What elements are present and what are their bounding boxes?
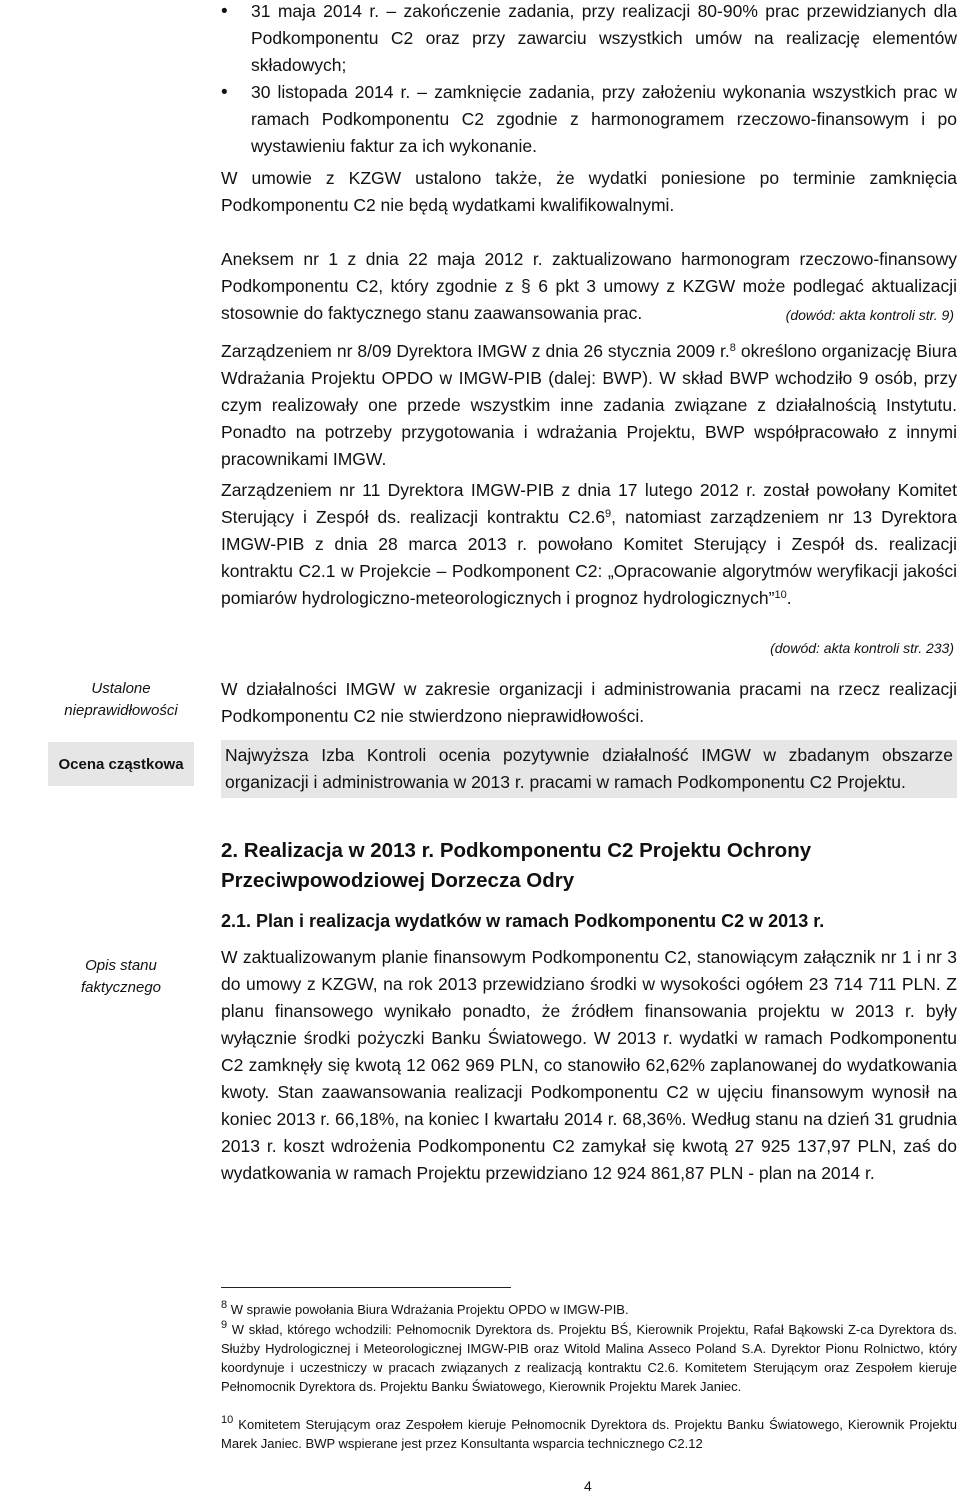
footnote-ref-10: 10	[774, 589, 787, 601]
footnote-ref-8: 8	[729, 342, 736, 354]
section-heading-2-1: 2.1. Plan i realizacja wydatków w ramach Podkomponentu C2 w 2013 r.	[221, 911, 825, 931]
bullet-text-1: 31 maja 2014 r. – zakończenie zadania, przy realizacji 80-90% prac przewidzianych dla Podkomponentu C2 oraz przy zawarciu wszystkich umów na realizację elementów składowych;	[251, 1, 957, 75]
footnote-8: $^8$ W sprawie powołania Biura Wdrażania Projektu OPDO w IMGW-PIB.	[221, 1299, 629, 1317]
section-heading-2: 2. Realizacja w 2013 r. Podkomponentu C2 Projektu Ochrony Przeciwpowodziowej Dorzecza Odry	[221, 839, 812, 892]
margin-label-facts: Opis stanu faktycznego	[80, 957, 162, 996]
paragraph-financial-plan: W zaktualizowanym planie finansowym Podkomponentu C2, stanowiącym załącznik nr 1 i nr 3 do umowy z KZGW, na rok 2013 przewidziano środki w wysokości ogółem 23 714 711 PLN. Z planu finansowego wynikało ponadto, że źródłem finansowania projektu w 2013 r. były wyłącznie środki pożyczki Banku Światowego. W 2013 r. wydatki w ramach Podkomponentu C2 zamknęły się kwotą 12 062 969 PLN, co stanowiło 62,62% zaplanowanej do wydatkowania kwoty. Stan zaawansowania realizacji Podkomponentu C2 w ujęciu finansowym wynosił na koniec 2013 r. 66,18%, na koniec I kwartału 2014 r. 68,36%. Według stanu na dzień 31 grudnia 2013 r. koszt wdrożenia Podkomponentu C2 zamykał się kwotą 27 925 137,97 PLN, zaś do wydatkowania w ramach Projektu przewidziano 12 924 861,87 PLN - plan na 2014 r.	[221, 947, 957, 1183]
paragraph-eligibility: W umowie z KZGW ustalono także, że wydatki poniesione po terminie zamknięcia Podkomponentu C2 nie będą wydatkami kwalifikowalnymi.	[221, 168, 957, 215]
assessment-box: Najwyższa Izba Kontroli ocenia pozytywnie działalność IMGW w zbadanym obszarze organizacji i administrowania w 2013 r. pracami w ramach Podkomponentu C2 Projektu.	[221, 740, 957, 798]
bullet-2: •	[221, 82, 228, 103]
bullet-text-2: 30 listopada 2014 r. – zamknięcie zadania, przy założeniu wykonania wszystkich prac w ramach Podkomponentu C2 zgodnie z harmonogramem rzeczowo-finansowym i po wystawieniu faktur za ich wykonanie.	[251, 82, 957, 156]
evidence-note-1: (dowód: akta kontroli str. 9)	[785, 307, 954, 323]
page-number: 4	[584, 1478, 592, 1494]
paragraph-no-irregularities: W działalności IMGW w zakresie organizacji i administrowania pracami na rzecz realizacji Podkomponentu C2 nie stwierdzono nieprawidłowości.	[221, 679, 957, 726]
footnote-separator	[221, 1287, 511, 1288]
bullet-1: •	[221, 1, 228, 22]
footnote-10: $^{10}$ Komitetem Sterującym oraz Zespołem kieruje Pełnomocnik Dyrektora ds. Projektu Banku Światowego, Kierownik Projektu Marek Janiec. BWP wspierane jest przez Konsultanta wsparcia technicznego C2.12	[221, 1414, 957, 1451]
footnote-ref-9: 9	[605, 508, 612, 520]
margin-label-irregularities: Ustalone nieprawidłowości	[64, 680, 178, 719]
paragraph-annex: Aneksem nr 1 z dnia 22 maja 2012 r. zaktualizowano harmonogram rzeczowo-finansowy Podkomponentu C2, który zgodnie z § 6 pkt 3 umowy z KZGW może podlegać aktualizacji stosownie do faktycznego stanu zaawansowania prac.	[221, 249, 957, 323]
footnote-9: $^9$ W skład, którego wchodzili: Pełnomocnik Dyrektora ds. Projektu BŚ, Kierownik Projektu, Rafał Bąkowski Z-ca Dyrektora ds. Służby Hydrologicznej i Meteorologicznej IMGW-PIB oraz Witold Malina Asseco Poland S.A. Dyrektor Pionu Rolnictwo, który koordynuje i uczestniczy w pracach związanych z realizacją kontraktu C2.6. Komitetem Sterującym oraz Zespołem kieruje Pełnomocnik Dyrektora ds. Projektu Banku Światowego, Kierownik Projektu Marek Janiec.	[221, 1319, 957, 1394]
paragraph-steering-committee: Zarządzeniem nr 11 Dyrektora IMGW-PIB z dnia 17 lutego 2012 r. został powołany Komitet Sterujący i Zespół ds. realizacji kontraktu $C2.6^9$, natomiast zarządzeniem nr 13 Dyrektora IMGW-PIB z dnia 28 marca 2013 r. powołano Komitet Sterujący i Zespół ds. realizacji kontraktu C2.1 w Projekcie – Podkomponent C2: „Opracowanie algorytmów weryfikacji jakości pomiarów hydrologiczno-meteorologicznych i prognoz hydrologicznych”$^{10}$.	[221, 480, 957, 608]
paragraph-bwp: Zarządzeniem nr 8/09 Dyrektora IMGW z dnia 26 stycznia 2009 r.$^8$ określono organizację Biura Wdrażania Projektu OPDO w IMGW-PIB (dalej: BWP). W skład BWP wchodziło 9 osób, przy czym realizowały one przede wszystkim inne zadania związane z działalnością Instytutu. Ponadto na potrzeby przygotowania i wdrażania Projektu, BWP współpracowało z innymi pracownikami IMGW.	[221, 341, 957, 469]
margin-label-assessment: Ocena cząstkowa	[48, 742, 194, 786]
evidence-note-2: (dowód: akta kontroli str. 233)	[770, 640, 954, 656]
